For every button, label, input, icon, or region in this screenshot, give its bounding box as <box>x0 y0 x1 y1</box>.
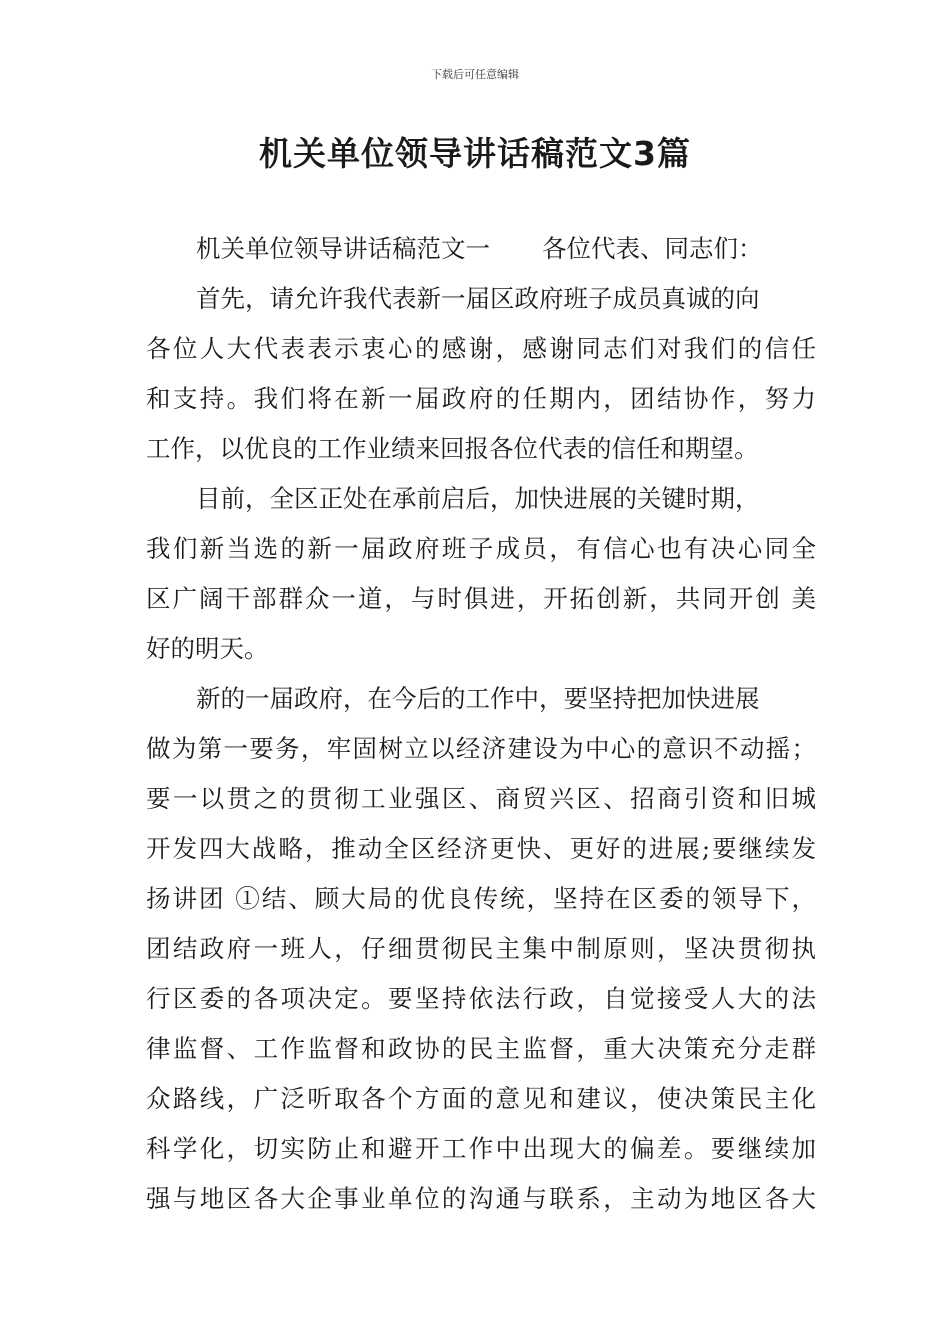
document-body <box>146 224 816 1224</box>
part-label: 机关单位领导讲话稿范文一 <box>196 234 490 263</box>
text-line: 开发四大战略，推动全区经济更快、更好的进展;要继续发 <box>146 834 816 863</box>
text-line: 要一以贯之的贯彻工业强区、商贸兴区、招商引资和旧城 <box>146 784 816 813</box>
text-line: 各位人大代表表示衷心的感谢，感谢同志们对我们的信任 <box>146 334 816 363</box>
text-line: 团结政府一班人，仔细贯彻民主集中制原则，坚决贯彻执 <box>146 934 816 963</box>
text-line: 新的一届政府，在今后的工作中，要坚持把加快进展 <box>196 684 760 713</box>
page-header-note: 下载后可任意编辑 <box>431 68 519 81</box>
text-line: 做为第一要务，牢固树立以经济建设为中心的意识不动摇； <box>146 734 816 763</box>
text-line: 扬讲团 ①结、顾大局的优良传统，坚持在区委的领导下， <box>146 884 816 913</box>
text-line: 区广阔干部群众一道，与时俱进，开拓创新，共同开创 美 <box>146 584 816 613</box>
text-line: 强与地区各大企事业单位的沟通与联系，主动为地区各大 <box>146 1184 816 1213</box>
salutation: 各位代表、同志们： <box>542 234 763 263</box>
text-line: 首先，请允许我代表新一届区政府班子成员真诚的向 <box>196 284 760 313</box>
text-line: 和支持。我们将在新一届政府的任期内，团结协作，努力 <box>146 384 816 413</box>
document-title: 机关单位领导讲话稿范文3篇 <box>259 134 691 173</box>
text-line: 律监督、工作监督和政协的民主监督，重大决策充分走群 <box>146 1034 816 1063</box>
text-line: 科学化，切实防止和避开工作中出现大的偏差。要继续加 <box>146 1134 816 1163</box>
text-line: 众路线，广泛听取各个方面的意见和建议，使决策民主化 <box>146 1084 816 1113</box>
text-line: 我们新当选的新一届政府班子成员，有信心也有决心同全 <box>146 534 816 563</box>
text-line: 好的明天。 <box>146 634 269 663</box>
intro-line <box>146 224 816 274</box>
text-line: 目前，全区正处在承前启后，加快进展的关键时期， <box>196 484 760 513</box>
text-line: 行区委的各项决定。要坚持依法行政，自觉接受人大的法 <box>146 984 816 1013</box>
text-line: 工作，以优良的工作业绩来回报各位代表的信任和期望。 <box>146 434 759 463</box>
